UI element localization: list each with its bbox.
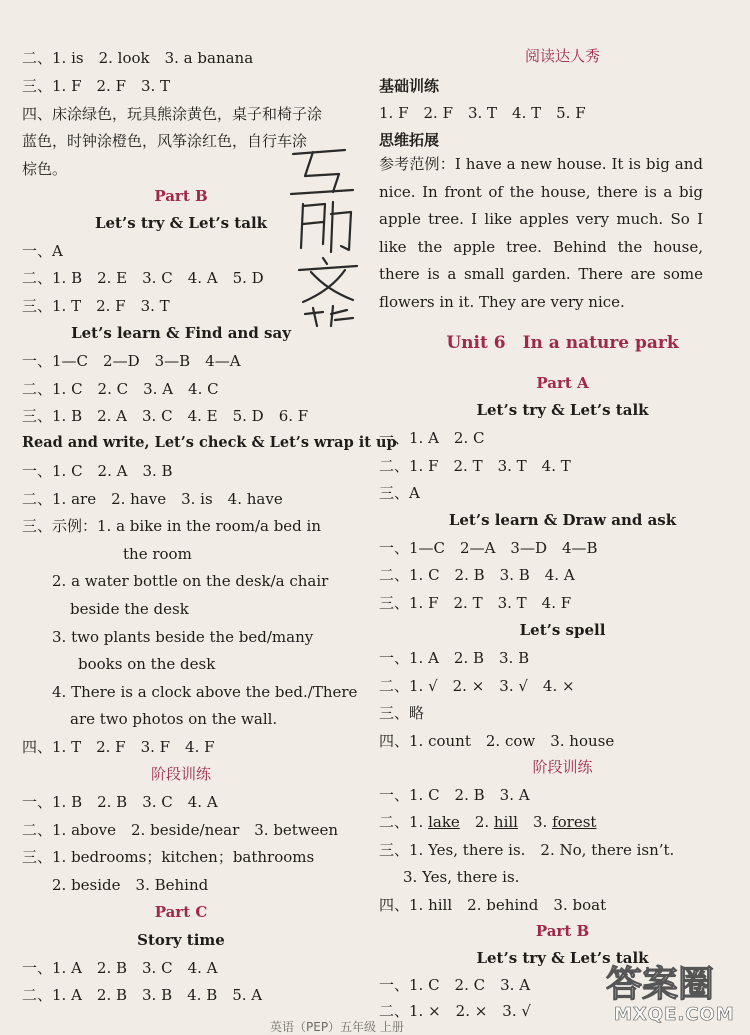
answer-line: 三、1. bedrooms；kitchen；bathrooms (22, 848, 315, 866)
answer-line: 一、1—C 2—A 3—D 4—B (379, 539, 598, 557)
subsection-heading: 思维拓展 (379, 131, 440, 149)
answer-line: 三、1. F 2. T 3. T 4. F (379, 594, 572, 612)
answer-line: beside the desk (70, 600, 189, 618)
answer-line: 二、1. is 2. look 3. a banana (22, 49, 254, 67)
answer-line: 一、1. A 2. B 3. B (379, 649, 530, 667)
answer-line: 三、1. Yes, there is. 2. No, there isn’t. (379, 841, 675, 859)
answer-line: books on the desk (78, 655, 216, 673)
section-heading: 阶段训练 (150, 765, 211, 783)
subsection-heading: 基础训练 (379, 77, 440, 95)
answer-line: 四、1. hill 2. behind 3. boat (379, 896, 607, 914)
answer-line: 二、1. F 2. T 3. T 4. T (379, 457, 571, 475)
answer-line: 3. two plants beside the bed/many (52, 628, 314, 646)
answer-line: 三、A (379, 484, 420, 502)
answer-line: 一、1. C 2. A 3. B (22, 462, 173, 480)
subsection-heading: Let’s try & Let’s talk (476, 401, 649, 419)
answer-line: 1. F 2. F 3. T 4. T 5. F (379, 104, 586, 122)
answer-line: 三、1. F 2. F 3. T (22, 77, 171, 95)
answer-line: 2. a water bottle on the desk/a chair (52, 572, 329, 590)
answer-line: 三、示例：1. a bike in the room/a bed in (22, 517, 322, 535)
underlined-answer: forest (552, 813, 597, 831)
answer-line: 一、1. C 2. C 3. A (379, 976, 531, 994)
handwritten-annotation (283, 140, 373, 330)
subsection-heading: Let’s learn & Draw and ask (448, 511, 677, 529)
answer-line (379, 812, 750, 832)
answer-prefix: 二、1. (379, 813, 429, 831)
answer-line: 一、1. A 2. B 3. C 4. A (22, 959, 218, 977)
answer-line: are two photos on the wall. (70, 710, 278, 728)
section-heading: Part A (536, 374, 589, 392)
answer-line: 棕色。 (22, 160, 68, 178)
section-heading: Part B (154, 187, 208, 205)
answer-line: the room (123, 545, 192, 563)
section-heading: 阶段训练 (532, 758, 593, 776)
subsection-heading: Story time (137, 931, 225, 949)
answer-line: 二、1. are 2. have 3. is 4. have (22, 490, 283, 508)
answer-line: 二、1. × 2. × 3. √ (379, 1002, 531, 1020)
subsection-heading: Read and write, Let’s check & Let’s wrap it up (22, 434, 397, 451)
answer-line: 一、A (22, 242, 63, 260)
answer-line: 蓝色，时钟涂橙色，风筝涂红色，自行车涂 (22, 132, 308, 150)
answer-line: 3. Yes, there is. (403, 868, 520, 886)
answer-line: 二、1. √ 2. × 3. √ 4. × (379, 677, 575, 695)
watermark-logo (600, 952, 745, 1030)
answer-line: 四、1. count 2. cow 3. house (379, 732, 615, 750)
answer-sep: 2. (459, 813, 494, 831)
answer-line: 二、1. above 2. beside/near 3. between (22, 821, 339, 839)
answer-line: 三、略 (379, 704, 425, 722)
answer-line: 三、1. T 2. F 3. T (22, 297, 170, 315)
answer-line: 二、1. B 2. E 3. C 4. A 5. D (22, 269, 264, 287)
section-heading: Part C (154, 903, 208, 921)
section-heading: Part B (535, 922, 590, 940)
watermark-url: MXQE.COM (614, 1004, 735, 1025)
answer-line: 三、1. B 2. A 3. C 4. E 5. D 6. F (22, 407, 309, 425)
answer-line: 二、1. C 2. B 3. B 4. A (379, 566, 575, 584)
page-footer: 英语（PEP）五年级 上册 (270, 1020, 404, 1034)
underlined-answer: hill (493, 813, 518, 831)
answer-line: 四、1. T 2. F 3. F 4. F (22, 738, 215, 756)
answer-line: 二、1. C 2. C 3. A 4. C (22, 380, 219, 398)
sample-paragraph: 参考范例：I have a new house. It is big and nice. In front of the house, there is a big apple tree. I like apples very much. So I like the apple tree. Behind the house, there is a small garden. There are some flowers in it. They are very nice. (379, 155, 703, 311)
answer-line: 一、1—C 2—D 3—B 4—A (22, 352, 241, 370)
answer-line: 一、1. A 2. C (379, 429, 485, 447)
watermark-text: 答案圈 (606, 964, 715, 1005)
answer-line: 4. There is a clock above the bed./There (52, 683, 358, 701)
answer-line: 2. beside 3. Behind (52, 876, 209, 894)
answer-sep: 3. (517, 813, 553, 831)
answer-line: 一、1. B 2. B 3. C 4. A (22, 793, 218, 811)
underlined-answer: lake (428, 813, 460, 831)
subsection-heading: Let’s spell (519, 621, 606, 639)
answer-line: 二、1. A 2. B 3. B 4. B 5. A (22, 986, 263, 1004)
subsection-heading: Let’s learn & Find and say (71, 324, 291, 342)
subsection-heading: Let’s try & Let’s talk (476, 949, 649, 967)
answer-line: 一、1. C 2. B 3. A (379, 786, 530, 804)
subsection-heading: Let’s try & Let’s talk (94, 214, 268, 232)
unit-title: Unit 6 In a nature park (446, 333, 679, 353)
section-heading: 阅读达人秀 (524, 47, 600, 65)
answer-line: 四、床涂绿色，玩具熊涂黄色，桌子和椅子涂 (22, 105, 323, 123)
